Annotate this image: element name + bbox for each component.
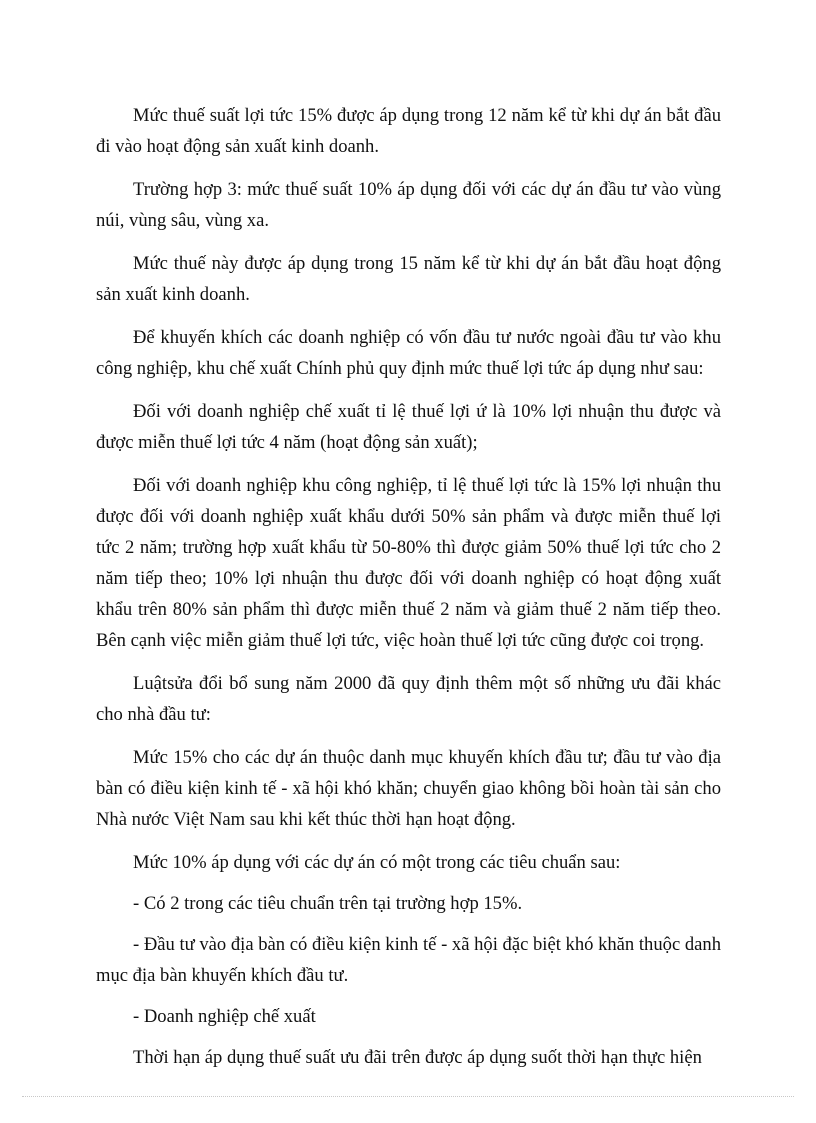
- page-bottom-divider: [22, 1096, 794, 1097]
- paragraph-6: Đối với doanh nghiệp khu công nghiệp, tỉ lệ thuế lợi tức là 15% lợi nhuận thu được đối với doanh nghiệp xuất khẩu dưới 50% sản phẩm và được miễn thuế lợi tức 2 năm; trường hợp xuất khẩu từ 50-80% thì được giảm 50% thuế lợi tức cho 2 năm tiếp theo; 10% lợi nhuận thu được đối với doanh nghiệp có hoạt động xuất khẩu trên 80% sản phẩm thì được miễn thuế 2 năm và giảm thuế 2 năm tiếp theo. Bên cạnh việc miễn giảm thuế lợi tức, việc hoàn thuế lợi tức cũng được coi trọng.: [96, 475, 721, 651]
- paragraph-3: Mức thuế này được áp dụng trong 15 năm kể từ khi dự án bắt đầu hoạt động sản xuất kinh doanh.: [96, 253, 721, 305]
- list-item-1: - Có 2 trong các tiêu chuẩn trên tại trường hợp 15%.: [133, 893, 523, 914]
- paragraph-2: Trường hợp 3: mức thuế suất 10% áp dụng đối với các dự án đầu tư vào vùng núi, vùng sâu, vùng xa.: [96, 179, 721, 231]
- list-item-2: - Đầu tư vào địa bàn có điều kiện kinh tế - xã hội đặc biệt khó khăn thuộc danh mục địa bàn khuyến khích đầu tư.: [96, 934, 721, 986]
- paragraph-8: Mức 15% cho các dự án thuộc danh mục khuyến khích đầu tư; đầu tư vào địa bàn có điều kiện kinh tế - xã hội khó khăn; chuyển giao không bồi hoàn tài sản cho Nhà nước Việt Nam sau khi kết thúc thời hạn hoạt động.: [96, 747, 721, 830]
- paragraph-10: Thời hạn áp dụng thuế suất ưu đãi trên được áp dụng suốt thời hạn thực hiện: [133, 1047, 702, 1068]
- document-page: [96, 100, 721, 1085]
- paragraph-1: Mức thuế suất lợi tức 15% được áp dụng trong 12 năm kể từ khi dự án bắt đầu đi vào hoạt động sản xuất kinh doanh.: [96, 105, 721, 157]
- paragraph-9: Mức 10% áp dụng với các dự án có một trong các tiêu chuẩn sau:: [133, 852, 621, 873]
- paragraph-7: Luậtsửa đổi bổ sung năm 2000 đã quy định thêm một số những ưu đãi khác cho nhà đầu tư:: [96, 673, 721, 725]
- paragraph-4: Để khuyến khích các doanh nghiệp có vốn đầu tư nước ngoài đầu tư vào khu công nghiệp, khu chế xuất Chính phủ quy định mức thuế lợi tức áp dụng như sau:: [96, 327, 721, 379]
- paragraph-5: Đối với doanh nghiệp chế xuất tỉ lệ thuế lợi ứ là 10% lợi nhuận thu được và được miễn thuế lợi tức 4 năm (hoạt động sản xuất);: [96, 401, 721, 453]
- list-item-3: - Doanh nghiệp chế xuất: [133, 1006, 316, 1027]
